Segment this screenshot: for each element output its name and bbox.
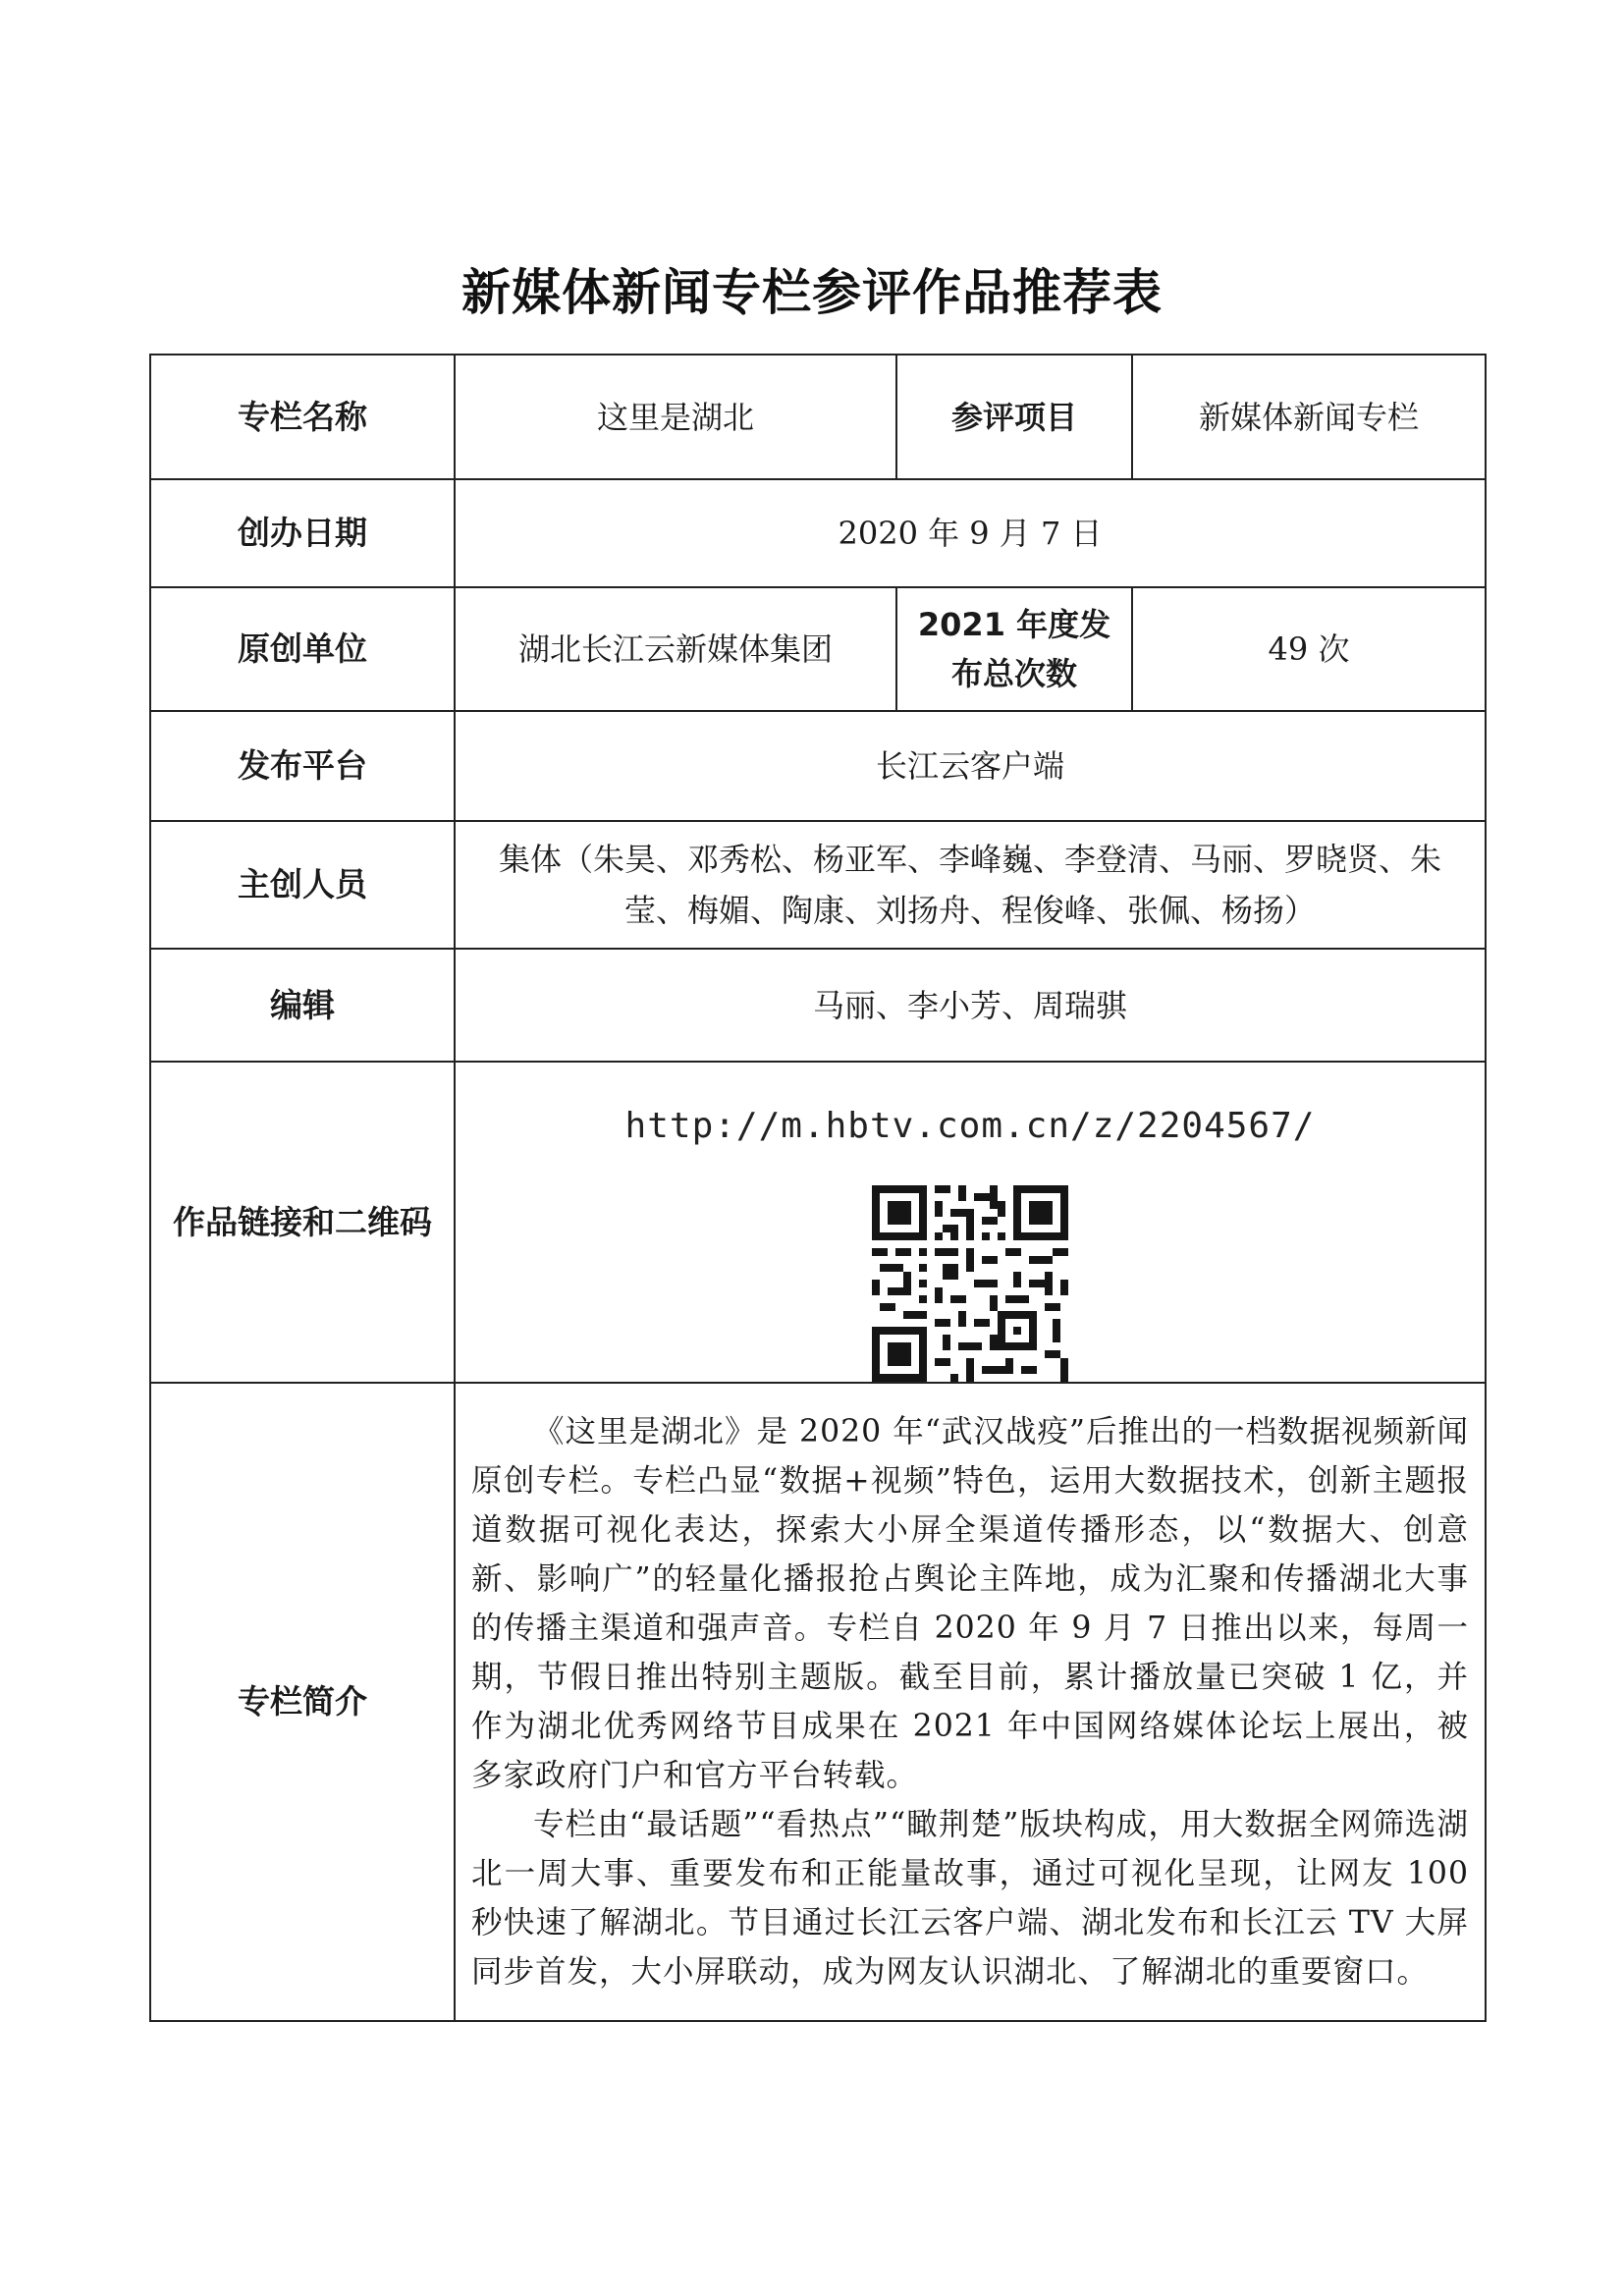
original-unit-label: 原创单位 — [150, 587, 455, 711]
intro-text — [455, 1383, 1486, 2021]
founded-date-label: 创办日期 — [150, 479, 455, 587]
row-platform — [150, 711, 1486, 821]
founded-date-value: 2020 年 9 月 7 日 — [455, 479, 1486, 587]
publish-count-value: 49 次 — [1132, 587, 1486, 711]
editors-value: 马丽、李小芳、周瑞骐 — [455, 949, 1486, 1062]
intro-paragraph-1: 《这里是湖北》是 2020 年“武汉战疫”后推出的一档数据视频新闻原创专栏。专栏凸显“数据+视频”特色，运用大数据技术，创新主题报道数据可视化表达，探索大小屏全渠道传播形态，以“数据大、创意新、影响广”的轻量化播报抢占舆论主阵地，成为汇聚和传播湖北大事的传播主渠道和强声音。专栏自 2020 年 9 月 7 日推出以来，每周一期，节假日推出特别主题版。截至目前，累计播放量已突破 1 亿，并作为湖北优秀网络节目成果在 2021 年中国网络媒体论坛上展出，被多家政府门户和官方平台转载。 — [471, 1414, 1469, 1793]
original-unit-value: 湖北长江云新媒体集团 — [455, 587, 896, 711]
row-original-unit — [150, 587, 1486, 711]
link-label: 作品链接和二维码 — [150, 1062, 455, 1383]
intro-paragraph-2: 专栏由“最话题”“看热点”“瞰荆楚”版块构成，用大数据全网筛选湖北一周大事、重要发布和正能量故事，通过可视化呈现，让网友 100 秒快速了解湖北。节目通过长江云客户端、湖北发布和长江云 TV 大屏同步首发，大小屏联动，成为网友认识湖北、了解湖北的重要窗口。 — [471, 1807, 1469, 1990]
row-link — [150, 1062, 1486, 1383]
row-intro — [150, 1383, 1486, 2021]
row-editors — [150, 949, 1486, 1062]
work-url-link[interactable]: http://m.hbtv.com.cn/z/2204567/ — [624, 1106, 1316, 1146]
column-name-label: 专栏名称 — [150, 355, 455, 479]
creators-label: 主创人员 — [150, 821, 455, 949]
row-founded-date — [150, 479, 1486, 587]
platform-label: 发布平台 — [150, 711, 455, 821]
entry-category-value: 新媒体新闻专栏 — [1132, 355, 1486, 479]
row-column-name — [150, 355, 1486, 479]
creators-value: 集体（朱昊、邓秀松、杨亚军、李峰巍、李登清、马丽、罗晓贤、朱莹、梅媚、陶康、刘扬舟、程俊峰、张佩、杨扬） — [455, 821, 1486, 949]
recommendation-form-table — [149, 354, 1487, 2022]
intro-label: 专栏简介 — [150, 1383, 455, 2021]
platform-value: 长江云客户端 — [455, 711, 1486, 821]
entry-category-label: 参评项目 — [896, 355, 1132, 479]
column-name-value: 这里是湖北 — [455, 355, 896, 479]
document-title: 新媒体新闻专栏参评作品推荐表 — [461, 264, 1163, 321]
qr-code-icon[interactable] — [872, 1185, 1068, 1382]
editors-label: 编辑 — [150, 949, 455, 1062]
publish-count-label: 2021 年度发布总次数 — [896, 587, 1132, 711]
link-cell — [455, 1062, 1486, 1383]
row-creators — [150, 821, 1486, 949]
